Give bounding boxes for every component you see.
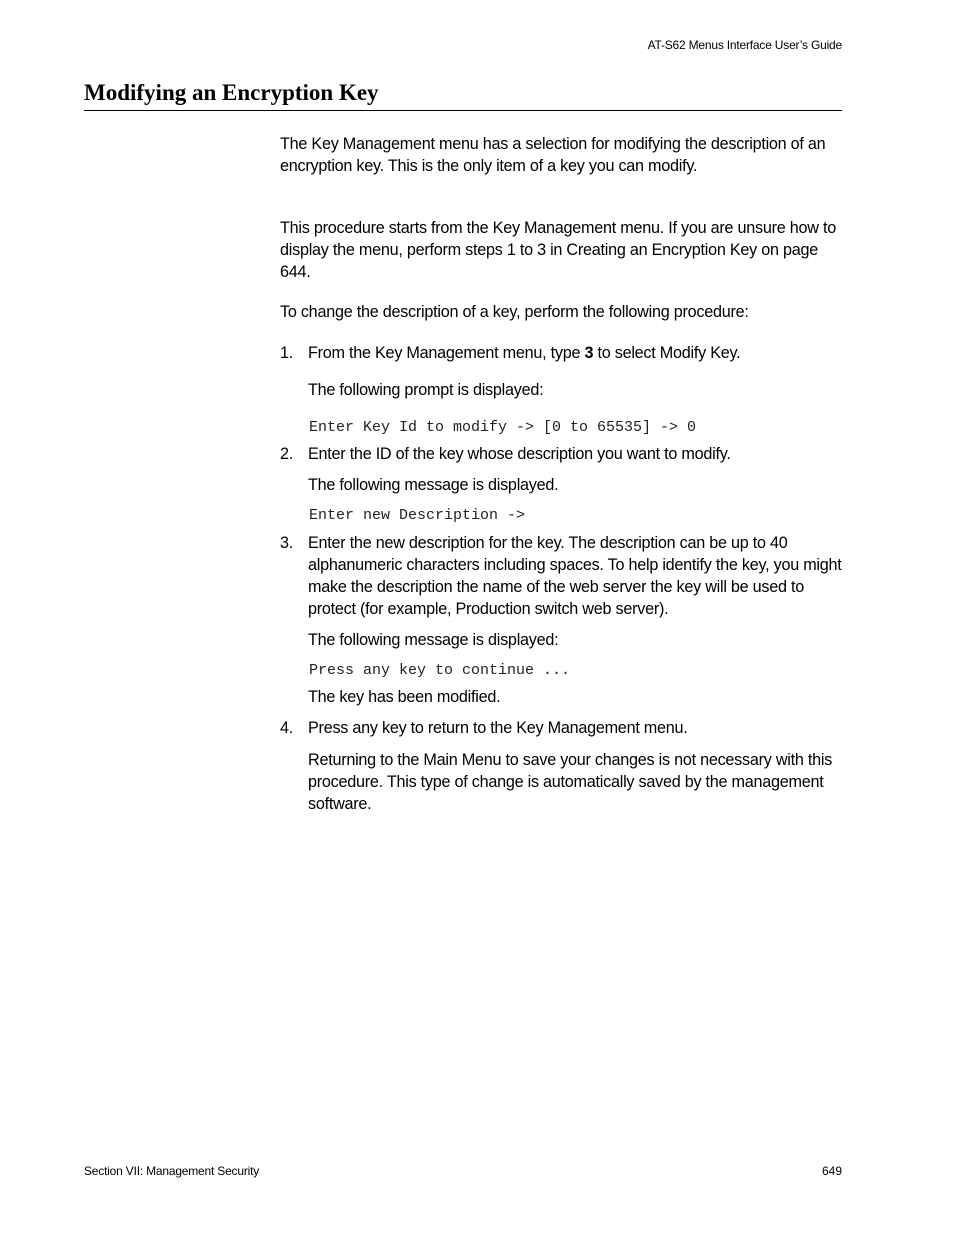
running-header: AT-S62 Menus Interface User’s Guide <box>647 38 842 52</box>
step-text: Enter the ID of the key whose description you want to modify. <box>308 445 731 463</box>
step-2-note: The following message is displayed. <box>308 476 559 494</box>
step-3-prompt: Press any key to continue ... <box>309 662 571 679</box>
intro-paragraph: The Key Management menu has a selection for modifying the description of an encryption key. This is the only item of a key you can modify. <box>280 135 826 175</box>
footer-section-label: Section VII: Management Security <box>84 1164 260 1178</box>
step-1-prompt: Enter Key Id to modify -> [0 to 65535] -> 0 <box>309 419 697 436</box>
step-4-note: Returning to the Main Menu to save your changes is not necessary with this procedure. This type of change is automatically saved by the management software. <box>308 751 833 813</box>
step-text: Enter the new description for the key. The description can be up to 40 alphanumeric characters including spaces. To help identify the key, you might make the description the name of the web server the key will be used to protect (for example, Production switch web server). <box>308 534 842 618</box>
step-3-note: The following message is displayed: <box>308 631 559 649</box>
step-number: 4. <box>280 719 294 737</box>
step-key: 3 <box>584 344 594 362</box>
footer-page-number: 649 <box>821 1164 842 1178</box>
title-rule <box>84 110 842 111</box>
step-text-before: From the Key Management menu, type <box>308 344 585 362</box>
procedure-lead-paragraph: To change the description of a key, perform the following procedure: <box>280 303 749 321</box>
step-3-result: The key has been modified. <box>308 688 501 706</box>
step-text-after: to select Modify Key. <box>593 344 741 362</box>
step-number: 3. <box>280 534 294 552</box>
step-text <box>308 342 842 364</box>
step-text: Press any key to return to the Key Management menu. <box>308 719 688 737</box>
procedure-start-paragraph: This procedure starts from the Key Management menu. If you are unsure how to display the menu, perform steps 1 to 3 in Creating an Encryption Key on page 644. <box>280 219 836 281</box>
step-1-note: The following prompt is displayed: <box>308 381 544 399</box>
step-2-prompt: Enter new Description -> <box>309 507 526 524</box>
step-number: 1. <box>280 344 294 362</box>
section-title: Modifying an Encryption Key <box>84 80 379 105</box>
step-number: 2. <box>280 445 294 463</box>
